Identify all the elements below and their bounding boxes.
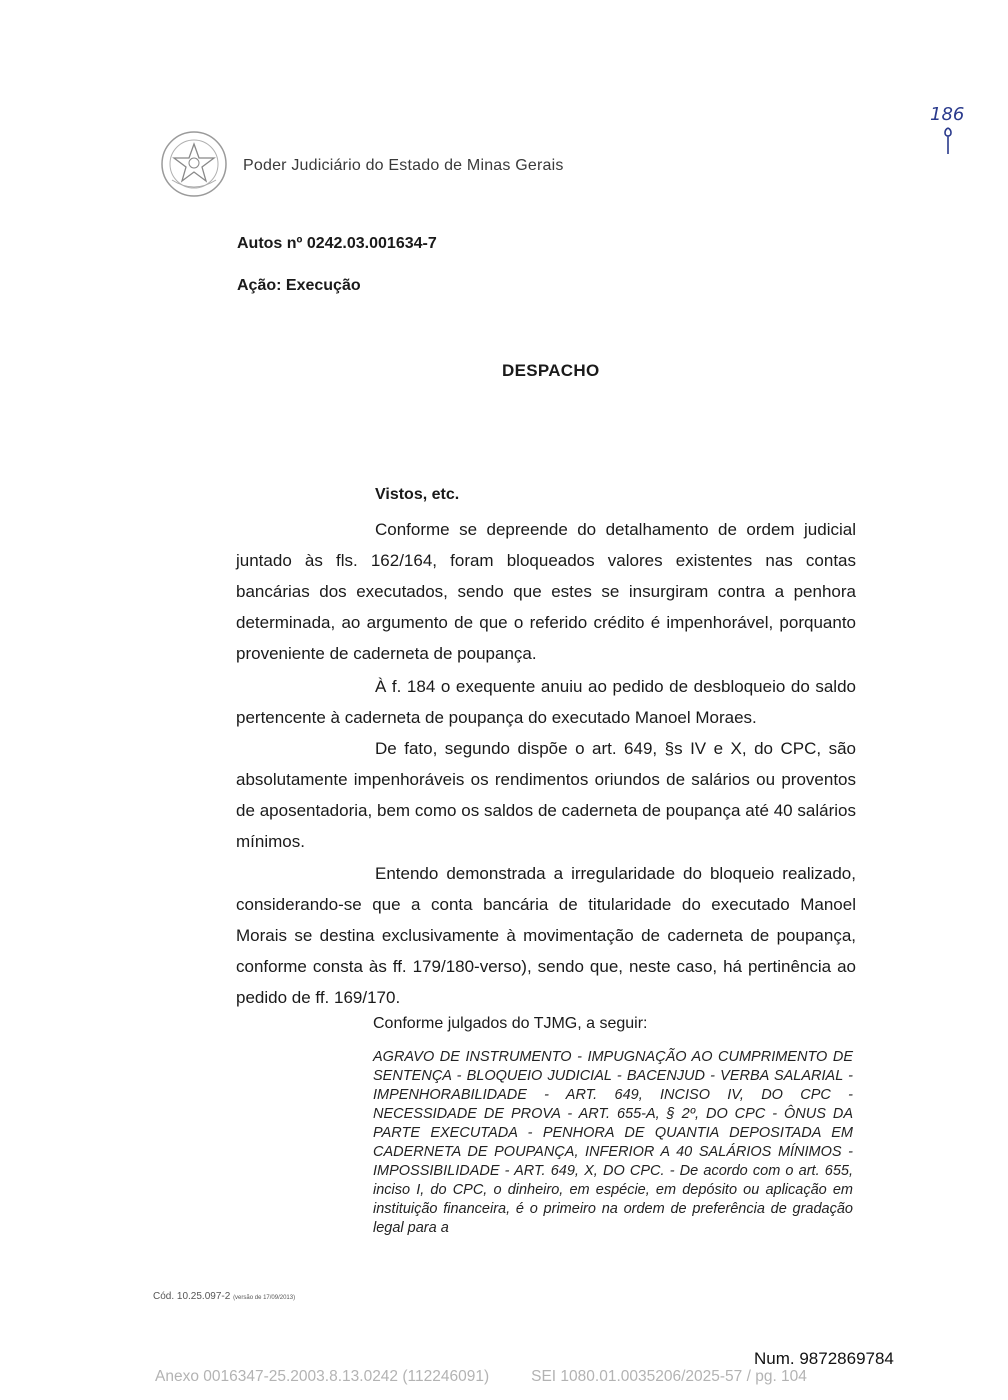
paragraph-1: Conforme se depreende do detalhamento de ordem judicial juntado às fls. 162/164, foram bloqueados valores existentes nas contas bancárias dos executados, sendo que estes se insurgiram contra a penhora determinada, ao argumento de que o referido crédito é impenhorável, porquanto proveniente de caderneta de poupança. (236, 520, 856, 663)
document-number: Num. 9872869784 (754, 1349, 894, 1368)
annex-footer: Anexo 0016347-25.2003.8.13.0242 (112246091) SEI 1080.01.0035206/2025-57 / pg. 104 (155, 1368, 807, 1385)
court-seal-icon (160, 130, 228, 198)
vistos-heading: Vistos, etc. (375, 486, 460, 503)
paragraph-4: Entendo demonstrada a irregularidade do bloqueio realizado, considerando-se que a conta bancária de titularidade do executado Manoel Morais se destina exclusivamente à movimentação de caderneta de poupança, conforme consta às ff. 179/180-verso), sendo que, neste caso, há pertinência ao pedido de ff. 169/170. (236, 864, 856, 1007)
case-law-excerpt: AGRAVO DE INSTRUMENTO - IMPUGNAÇÃO AO CUMPRIMENTO DE SENTENÇA - BLOQUEIO JUDICIAL - BACENJUD - VERBA SALARIAL - IMPENHORABILIDADE - ART. 649, INCISO IV, DO CPC - NECESSIDADE DE PROVA - ART. 655-A, § 2º, DO CPC - ÔNUS DA PARTE EXECUTADA - PENHORA DE QUANTIA DEPOSITADA EM CADERNETA DE POUPANÇA, INFERIOR A 40 SALÁRIOS MÍNIMOS - IMPOSSIBILIDADE - ART. 649, X, DO CPC. - De acordo com o art. 655, inciso I, do CPC, o dinheiro, em espécie, em depósito ou aplicação em instituição financeira, é o primeiro na ordem de preferência de gradação legal para a (373, 1049, 853, 1236)
court-name: Poder Judiciário do Estado de Minas Gerais (243, 157, 564, 174)
svg-text:186: 186 (930, 104, 965, 125)
document-title: DESPACHO (502, 361, 600, 380)
case-number: Autos nº 0242.03.001634-7 (237, 235, 437, 252)
paragraph-5: Conforme julgados do TJMG, a seguir: (373, 1015, 648, 1032)
paragraph-2: À f. 184 o exequente anuiu ao pedido de desbloqueio do saldo pertencente à caderneta de poupança do executado Manoel Moraes. (236, 677, 856, 727)
form-code: Cód. 10.25.097-2 (versão de 17/09/2013) (153, 1291, 296, 1302)
paragraph-3: De fato, segundo dispõe o art. 649, §s IV e X, do CPC, são absolutamente impenhoráveis os rendimentos oriundos de salários ou proventos de aposentadoria, bem como os saldos de caderneta de poupança até 40 salários mínimos. (236, 739, 856, 851)
handwritten-page-number (926, 98, 966, 158)
action-type: Ação: Execução (237, 277, 361, 294)
